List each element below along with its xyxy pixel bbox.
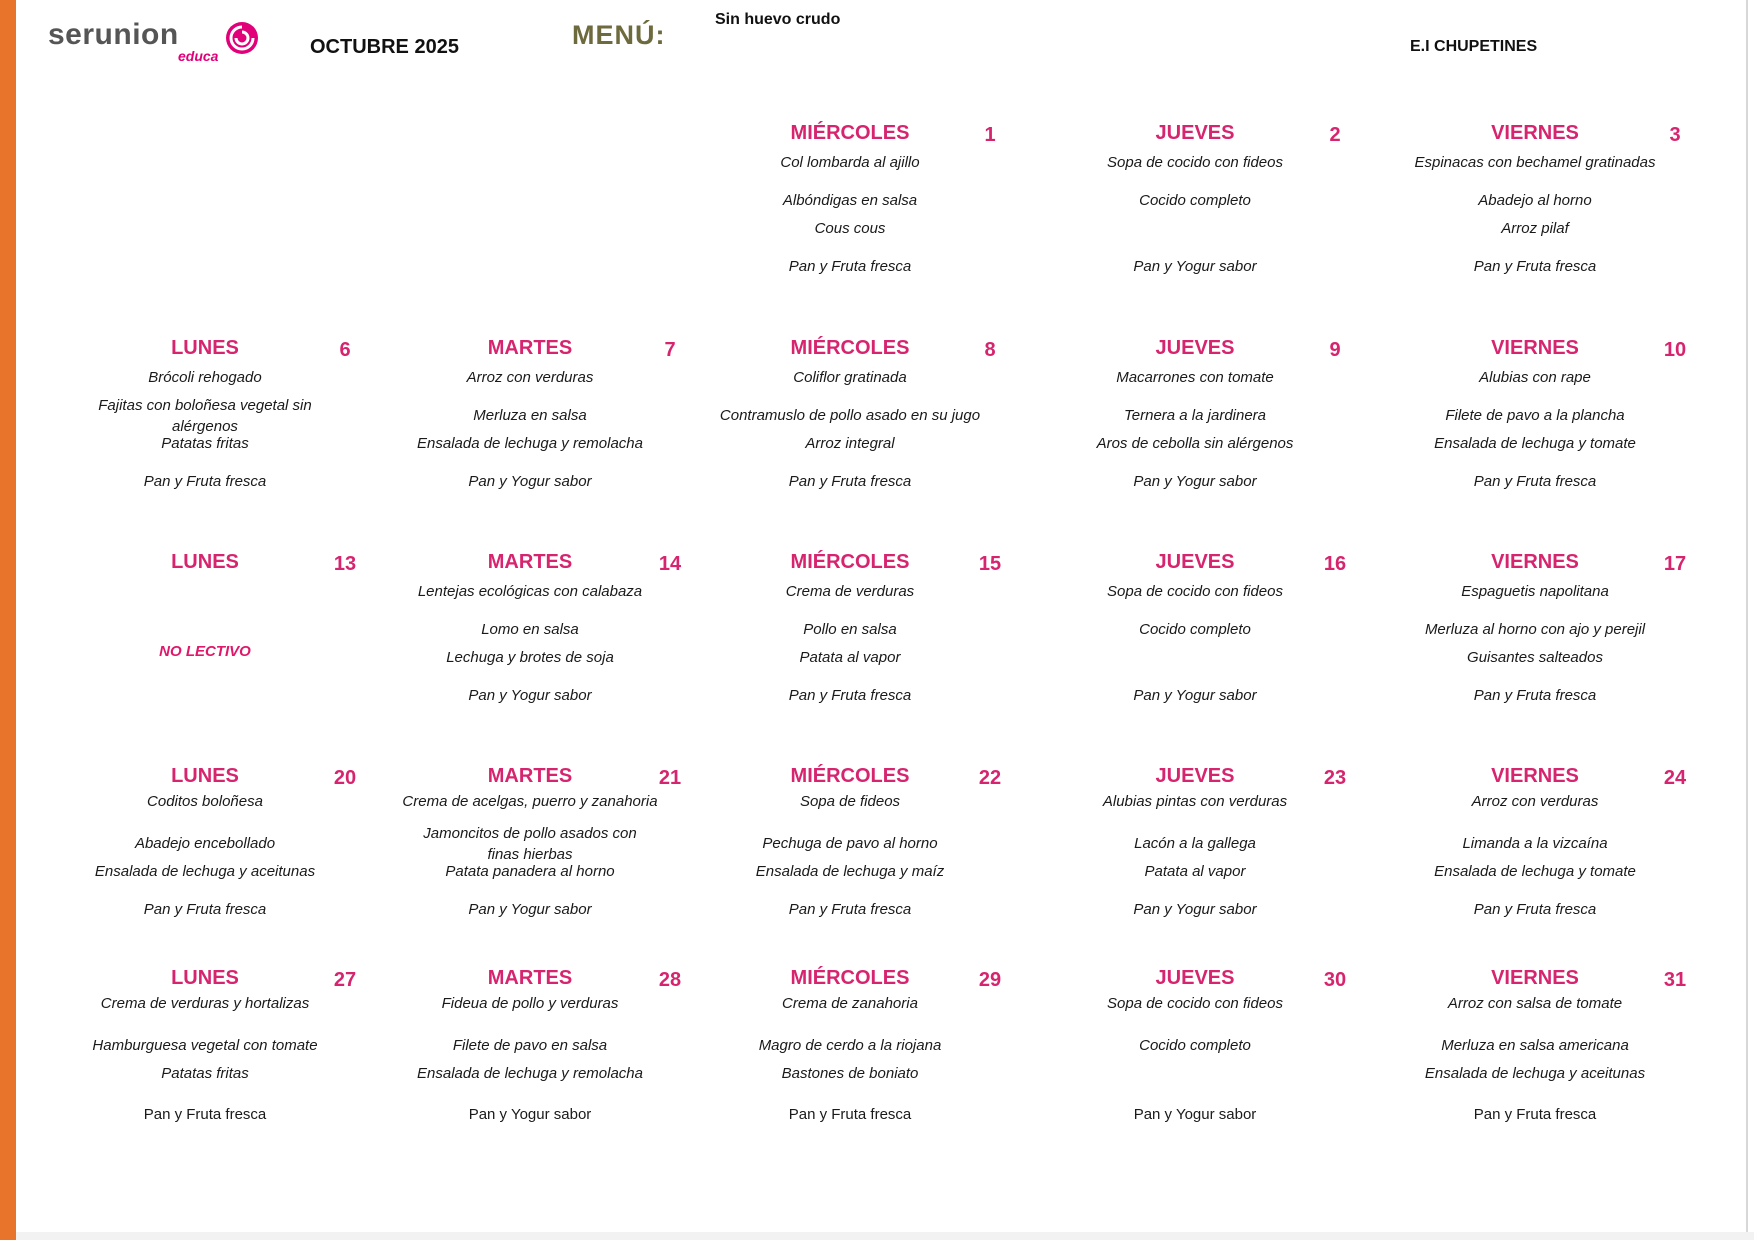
day-cell [1030, 967, 1360, 1167]
dessert: Pan y Fruta fresca [1473, 473, 1597, 490]
rose-logo-icon [224, 20, 260, 56]
dessert: Pan y Fruta fresca [788, 687, 912, 704]
second-course: Hamburguesa vegetal con tomate [92, 1037, 318, 1054]
menu-label: MENÚ: [572, 20, 666, 50]
day-number: 7 [664, 339, 676, 361]
side-dish: Patatas fritas [161, 1065, 249, 1082]
day-name: MIÉRCOLES [790, 122, 910, 144]
first-course: Arroz con salsa de tomate [1447, 995, 1623, 1012]
day-number: 17 [1663, 553, 1687, 575]
day-name: MARTES [487, 337, 573, 359]
first-course: Fideua de pollo y verduras [441, 995, 619, 1012]
second-course: Merluza en salsa [473, 407, 587, 424]
day-cell [685, 765, 1015, 965]
first-course: Sopa de cocido con fideos [1107, 583, 1283, 600]
second-course: Pechuga de pavo al horno [762, 835, 938, 852]
second-course: Pollo en salsa [803, 621, 897, 638]
day-name: VIERNES [1491, 122, 1579, 144]
side-dish: Patatas fritas [161, 435, 249, 452]
day-cell [1370, 765, 1700, 965]
day-cell [1370, 967, 1700, 1167]
dessert: Pan y Yogur sabor [468, 473, 592, 490]
day-cell [1370, 122, 1700, 322]
dessert: Pan y Yogur sabor [1133, 687, 1257, 704]
second-course: Cocido completo [1139, 1037, 1251, 1054]
no-school-label: NO LECTIVO [159, 643, 251, 660]
day-name: MARTES [487, 551, 573, 573]
second-course: Lomo en salsa [481, 621, 579, 638]
second-course: Ternera a la jardinera [1123, 407, 1267, 424]
side-dish: Arroz pilaf [1501, 220, 1569, 237]
side-dish: Aros de cebolla sin alérgenos [1096, 435, 1294, 452]
side-dish: Arroz integral [805, 435, 895, 452]
day-name: JUEVES [1155, 122, 1235, 144]
side-dish: Ensalada de lechuga y aceitunas [94, 863, 316, 880]
side-dish: Ensalada de lechuga y tomate [1434, 435, 1636, 452]
day-name: LUNES [171, 337, 239, 359]
second-course: Abadejo al horno [1478, 192, 1592, 209]
day-name: JUEVES [1155, 765, 1235, 787]
dessert: Pan y Fruta fresca [1473, 1106, 1597, 1123]
day-cell [1030, 765, 1360, 965]
second-course: Cocido completo [1139, 621, 1251, 638]
first-course: Crema de verduras [785, 583, 915, 600]
first-course: Macarrones con tomate [1116, 369, 1274, 386]
second-course: Jamoncitos de pollo asados con finas hierbas [423, 825, 637, 863]
second-course: Fajitas con boloñesa vegetal sin alérgenos [98, 397, 312, 435]
day-number: 13 [333, 553, 357, 575]
day-name: LUNES [171, 551, 239, 573]
second-course: Filete de pavo a la plancha [1445, 407, 1625, 424]
day-cell [1370, 337, 1700, 537]
second-course: Abadejo encebollado [134, 835, 276, 852]
day-name: VIERNES [1491, 967, 1579, 989]
dessert: Pan y Fruta fresca [1473, 258, 1597, 275]
day-cell [40, 967, 370, 1167]
month-title: OCTUBRE 2025 [310, 36, 459, 58]
first-course: Espinacas con bechamel gratinadas [1414, 154, 1656, 171]
second-course: Albóndigas en salsa [782, 192, 918, 209]
day-number: 23 [1323, 767, 1347, 789]
side-dish: Patata al vapor [1144, 863, 1246, 880]
side-dish: Bastones de boniato [781, 1065, 919, 1082]
day-number: 10 [1663, 339, 1687, 361]
day-name: LUNES [171, 967, 239, 989]
day-name: JUEVES [1155, 337, 1235, 359]
side-dish: Ensalada de lechuga y remolacha [417, 435, 643, 452]
day-cell [685, 551, 1015, 751]
side-dish: Ensalada de lechuga y remolacha [417, 1065, 643, 1082]
right-page-edge [1746, 0, 1748, 1240]
day-cell [365, 551, 695, 751]
first-course: Crema de verduras y hortalizas [100, 995, 310, 1012]
day-number: 31 [1663, 969, 1687, 991]
dessert: Pan y Fruta fresca [788, 258, 912, 275]
first-course: Arroz con verduras [466, 369, 594, 386]
dessert: Pan y Fruta fresca [1473, 901, 1597, 918]
day-name: MARTES [487, 765, 573, 787]
day-number: 3 [1669, 124, 1681, 146]
day-name: MIÉRCOLES [790, 967, 910, 989]
first-course: Arroz con verduras [1471, 793, 1599, 810]
day-number: 28 [658, 969, 682, 991]
day-cell [40, 551, 370, 751]
second-course: Lacón a la gallega [1134, 835, 1256, 852]
day-number: 6 [339, 339, 351, 361]
side-dish: Ensalada de lechuga y tomate [1434, 863, 1636, 880]
dessert: Pan y Fruta fresca [788, 473, 912, 490]
day-number: 15 [978, 553, 1002, 575]
day-number: 2 [1329, 124, 1341, 146]
dessert: Pan y Fruta fresca [143, 473, 267, 490]
side-dish: Patata al vapor [799, 649, 901, 666]
first-course: Espaguetis napolitana [1461, 583, 1609, 600]
dessert: Pan y Yogur sabor [1133, 901, 1257, 918]
day-name: MIÉRCOLES [790, 765, 910, 787]
dessert: Pan y Yogur sabor [1133, 1106, 1257, 1123]
day-cell [40, 337, 370, 537]
dessert: Pan y Yogur sabor [1133, 258, 1257, 275]
day-name: VIERNES [1491, 765, 1579, 787]
second-course: Merluza al horno con ajo y perejil [1424, 621, 1646, 638]
first-course: Coliflor gratinada [793, 369, 907, 386]
day-number: 29 [978, 969, 1002, 991]
side-dish: Cous cous [814, 220, 886, 237]
day-cell [365, 337, 695, 537]
dessert: Pan y Fruta fresca [1473, 687, 1597, 704]
logo-sub: educa [178, 48, 219, 64]
day-name: MIÉRCOLES [790, 337, 910, 359]
bottom-page-edge [16, 1232, 1754, 1240]
second-course: Cocido completo [1139, 192, 1251, 209]
day-number: 8 [984, 339, 996, 361]
dessert: Pan y Yogur sabor [1133, 473, 1257, 490]
side-dish: Ensalada de lechuga y maíz [755, 863, 945, 880]
first-course: Sopa de fideos [799, 793, 901, 810]
dessert: Pan y Yogur sabor [468, 901, 592, 918]
day-cell [1030, 551, 1360, 751]
day-number: 22 [978, 767, 1002, 789]
dessert: Pan y Fruta fresca [143, 901, 267, 918]
day-cell [1030, 122, 1360, 322]
day-number: 24 [1663, 767, 1687, 789]
second-course: Limanda a la vizcaína [1462, 835, 1608, 852]
second-course: Contramuslo de pollo asado en su jugo [719, 407, 981, 424]
first-course: Sopa de cocido con fideos [1107, 154, 1283, 171]
first-course: Crema de acelgas, puerro y zanahoria [402, 793, 658, 810]
day-cell [365, 765, 695, 965]
side-dish: Ensalada de lechuga y aceitunas [1424, 1065, 1646, 1082]
day-name: VIERNES [1491, 337, 1579, 359]
dessert: Pan y Fruta fresca [788, 1106, 912, 1123]
dessert: Pan y Fruta fresca [143, 1106, 267, 1123]
day-name: VIERNES [1491, 551, 1579, 573]
day-name: MIÉRCOLES [790, 551, 910, 573]
day-name: MARTES [487, 967, 573, 989]
first-course: Crema de zanahoria [782, 995, 918, 1012]
day-name: JUEVES [1155, 967, 1235, 989]
first-course: Alubias pintas con verduras [1102, 793, 1288, 810]
side-dish: Guisantes salteados [1467, 649, 1603, 666]
side-dish: Lechuga y brotes de soja [446, 649, 614, 666]
dessert: Pan y Yogur sabor [468, 1106, 592, 1123]
day-cell [685, 337, 1015, 537]
left-orange-strip [0, 0, 16, 1240]
day-name: LUNES [171, 765, 239, 787]
diet-label: Sin huevo crudo [715, 11, 841, 28]
first-course: Lentejas ecológicas con calabaza [417, 583, 643, 600]
day-cell [685, 967, 1015, 1167]
day-cell [685, 122, 1015, 322]
first-course: Sopa de cocido con fideos [1107, 995, 1283, 1012]
day-name: JUEVES [1155, 551, 1235, 573]
day-cell [1370, 551, 1700, 751]
first-course: Col lombarda al ajillo [780, 154, 920, 171]
first-course: Brócoli rehogado [148, 369, 262, 386]
day-number: 1 [984, 124, 996, 146]
day-number: 20 [333, 767, 357, 789]
day-number: 30 [1323, 969, 1347, 991]
day-number: 14 [658, 553, 682, 575]
school-name: E.I CHUPETINES [1410, 38, 1538, 55]
day-cell [40, 765, 370, 965]
day-number: 27 [333, 969, 357, 991]
day-cell [365, 967, 695, 1167]
day-number: 21 [658, 767, 682, 789]
second-course: Merluza en salsa americana [1441, 1037, 1629, 1054]
side-dish: Patata panadera al horno [445, 863, 615, 880]
second-course: Filete de pavo en salsa [452, 1037, 608, 1054]
day-cell [1030, 337, 1360, 537]
first-course: Coditos boloñesa [147, 793, 263, 810]
day-number: 16 [1323, 553, 1347, 575]
dessert: Pan y Yogur sabor [468, 687, 592, 704]
second-course: Magro de cerdo a la riojana [758, 1037, 942, 1054]
day-number: 9 [1329, 339, 1341, 361]
dessert: Pan y Fruta fresca [788, 901, 912, 918]
first-course: Alubias con rape [1479, 369, 1591, 386]
logo-text: serunion [48, 18, 179, 51]
